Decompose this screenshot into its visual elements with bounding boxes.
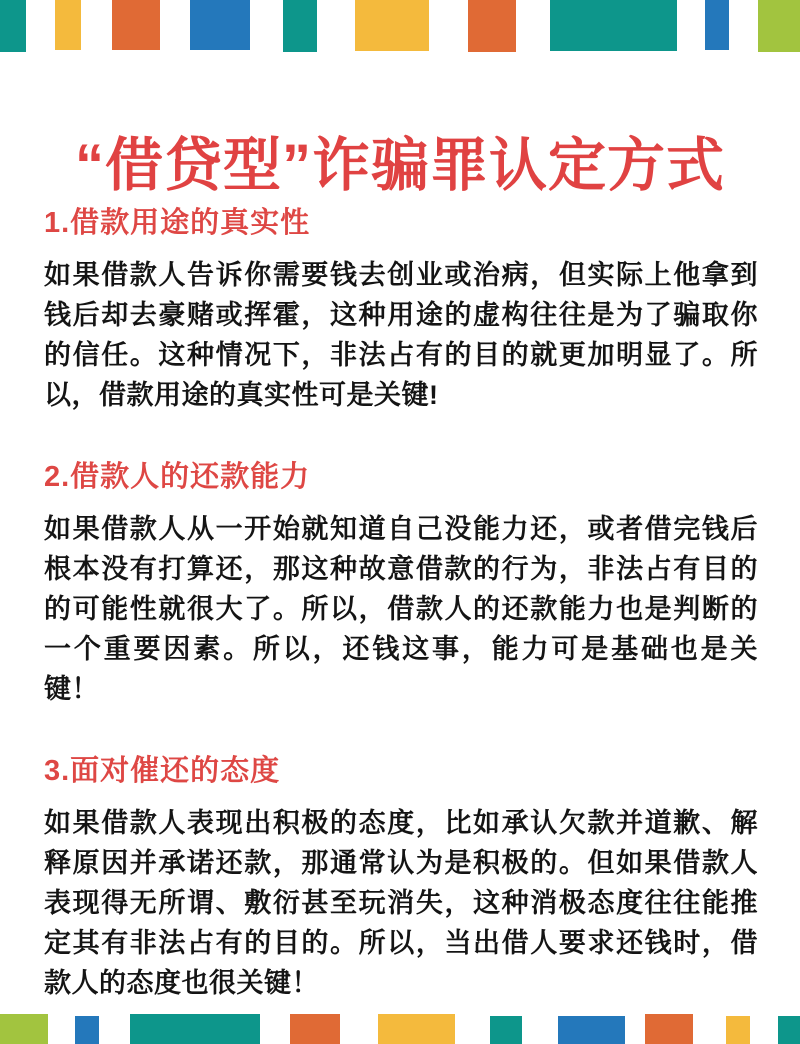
stripe-block — [355, 0, 429, 51]
stripe-block — [112, 0, 160, 50]
section-repay-attitude — [44, 755, 758, 1003]
stripe-block — [550, 0, 677, 51]
section-repay-ability — [44, 461, 758, 709]
stripe-block — [283, 0, 317, 52]
section-heading: 2.借款人的还款能力 — [44, 461, 311, 493]
content-area — [44, 207, 758, 1044]
page-title: “借贷型”诈骗罪认定方式 — [74, 132, 725, 198]
bottom-stripe-row — [0, 1010, 800, 1044]
stripe-block — [290, 1014, 340, 1044]
section-body: 如果借款人表现出积极的态度，比如承认欠款并道歉、解释原因并承诺还款，那通常认为是积极的。但如果借款人表现得无所谓、敷衍甚至玩消失，这种消极态度往往能推定其有非法占有的目的。所以，当出借人要求还钱时，借款人的态度也很关键！ — [44, 808, 758, 998]
stripe-block — [645, 1014, 693, 1044]
stripe-block — [190, 0, 250, 50]
stripe-block — [55, 0, 81, 50]
stripe-block — [490, 1016, 522, 1044]
stripe-block — [705, 0, 729, 50]
stripe-block — [758, 0, 800, 52]
section-body: 如果借款人告诉你需要钱去创业或治病，但实际上他拿到钱后却去豪赌或挥霍，这种用途的虚构往往是为了骗取你的信任。这种情况下，非法占有的目的就更加明显了。所以，借款用途的真实性可是关键! — [44, 260, 758, 410]
stripe-block — [0, 0, 26, 52]
section-loan-purpose — [44, 207, 758, 415]
stripe-block — [75, 1016, 99, 1044]
stripe-block — [130, 1014, 260, 1044]
section-heading: 1.借款用途的真实性 — [44, 207, 311, 239]
stripe-block — [378, 1014, 455, 1044]
top-stripe-row — [0, 0, 800, 56]
stripe-block — [0, 1014, 48, 1044]
stripe-block — [558, 1016, 625, 1044]
section-heading: 3.面对催还的态度 — [44, 755, 281, 787]
stripe-block — [778, 1016, 800, 1044]
section-body: 如果借款人从一开始就知道自己没能力还，或者借完钱后根本没有打算还，那这种故意借款的行为，非法占有目的的可能性就很大了。所以，借款人的还款能力也是判断的一个重要因素。所以，还钱这事，能力可是基础也是关键！ — [44, 514, 758, 704]
stripe-block — [726, 1016, 750, 1044]
stripe-block — [468, 0, 516, 52]
